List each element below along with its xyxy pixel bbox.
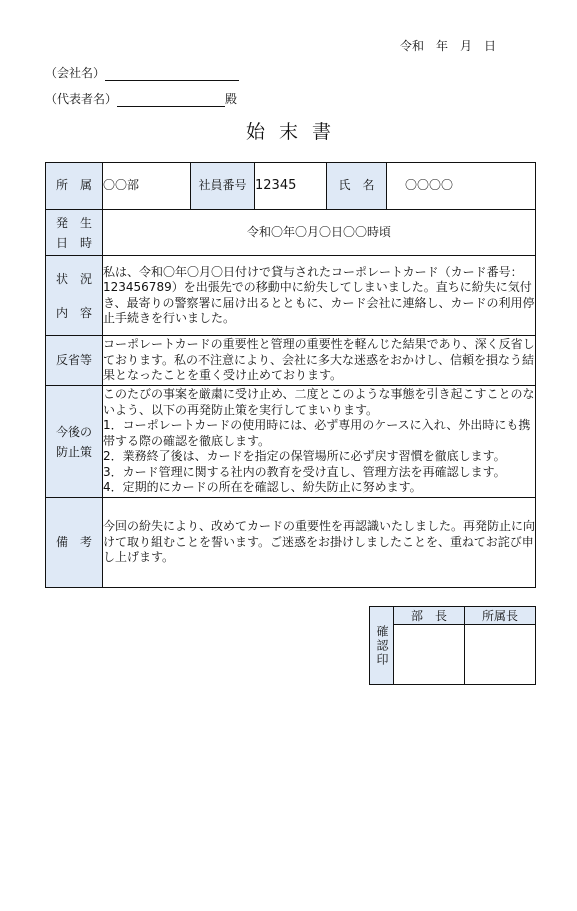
page-title: 始末書	[245, 121, 345, 143]
occurrence-label-line2: 日 時	[55, 235, 92, 250]
occurrence-label	[46, 210, 103, 256]
prevention-text	[103, 386, 536, 498]
employee-no-label: 社員番号	[191, 163, 255, 210]
prevention-intro: このたびの事案を厳粛に受け止め、二度とこのような事態を引き起こすことのないよう、以下の再発防止策を実行してまいります。	[103, 387, 535, 417]
approval-stamp-label: 確認印	[370, 607, 394, 685]
situation-label-line2: 内 容	[55, 305, 92, 320]
table-row	[46, 498, 536, 588]
prevention-label-line2: 防止策	[55, 444, 92, 459]
department-head-stamp-box[interactable]	[465, 625, 536, 685]
situation-label-line1: 状 況	[55, 271, 92, 286]
remarks-label: 備 考	[46, 498, 103, 588]
table-row	[46, 386, 536, 498]
company-name-field	[45, 64, 239, 81]
reflection-text: コーポレートカードの重要性と管理の重要性を軽んじた結果であり、深く反省しております。私の不注意により、会社に多大な迷惑をおかけし、信頼を損なう結果となったことを重く受け止めております。	[103, 336, 536, 386]
manager-column-header: 部 長	[394, 607, 465, 625]
affiliation-label: 所 属	[46, 163, 103, 210]
situation-label	[46, 256, 103, 336]
name-label: 氏 名	[327, 163, 387, 210]
company-name-line	[105, 68, 239, 81]
representative-line	[117, 94, 225, 107]
prevention-item: 4．定期的にカードの所在を確認し、紛失防止に努めます。	[103, 480, 422, 495]
table-row	[46, 163, 536, 210]
occurrence-label-line1: 発 生	[55, 215, 92, 230]
remarks-text: 今回の紛失により、改めてカードの重要性を再認識いたしました。再発防止に向けて取り組むことを誓います。ご迷惑をお掛けしましたことを、重ねてお詫び申し上げます。	[103, 498, 536, 588]
date-line: 令和 年 月 日	[400, 39, 497, 53]
manager-stamp-box[interactable]	[394, 625, 465, 685]
representative-label: （代表者名）	[45, 92, 118, 106]
approval-stamp-table	[369, 606, 536, 685]
representative-field	[45, 90, 237, 107]
employee-no-value: 12345	[255, 163, 327, 210]
prevention-item: 1．コーポレートカードの使用時には、必ず専用のケースに入れ、外出時にも携帯する際の確認を徹底します。	[103, 418, 531, 448]
prevention-label	[46, 386, 103, 498]
name-value: 〇〇〇〇	[387, 163, 536, 210]
table-row	[46, 256, 536, 336]
affiliation-value: 〇〇部	[103, 163, 191, 210]
situation-text: 私は、令和〇年〇月〇日付けで貸与されたコーポレートカード（カード番号：123456789）を出張先での移動中に紛失してしまいました。直ちに紛失に気付き、最寄りの警察署に届け出るとともに、カード会社に連絡し、カードの利用停止手続きを行いました。	[103, 256, 536, 336]
department-head-column-header: 所属長	[465, 607, 536, 625]
table-row	[46, 336, 536, 386]
occurrence-value: 令和〇年〇月〇日〇〇時頃	[103, 210, 536, 256]
honorific-text: 殿	[225, 92, 238, 106]
prevention-label-line1: 今後の	[55, 424, 92, 439]
table-row	[46, 210, 536, 256]
report-table	[45, 162, 536, 588]
company-name-label: （会社名）	[45, 66, 106, 80]
reflection-label: 反省等	[46, 336, 103, 386]
prevention-item: 2．業務終了後は、カードを指定の保管場所に必ず戻す習慣を徹底します。	[103, 449, 506, 464]
prevention-item: 3．カード管理に関する社内の教育を受け直し、管理方法を再確認します。	[103, 464, 506, 479]
